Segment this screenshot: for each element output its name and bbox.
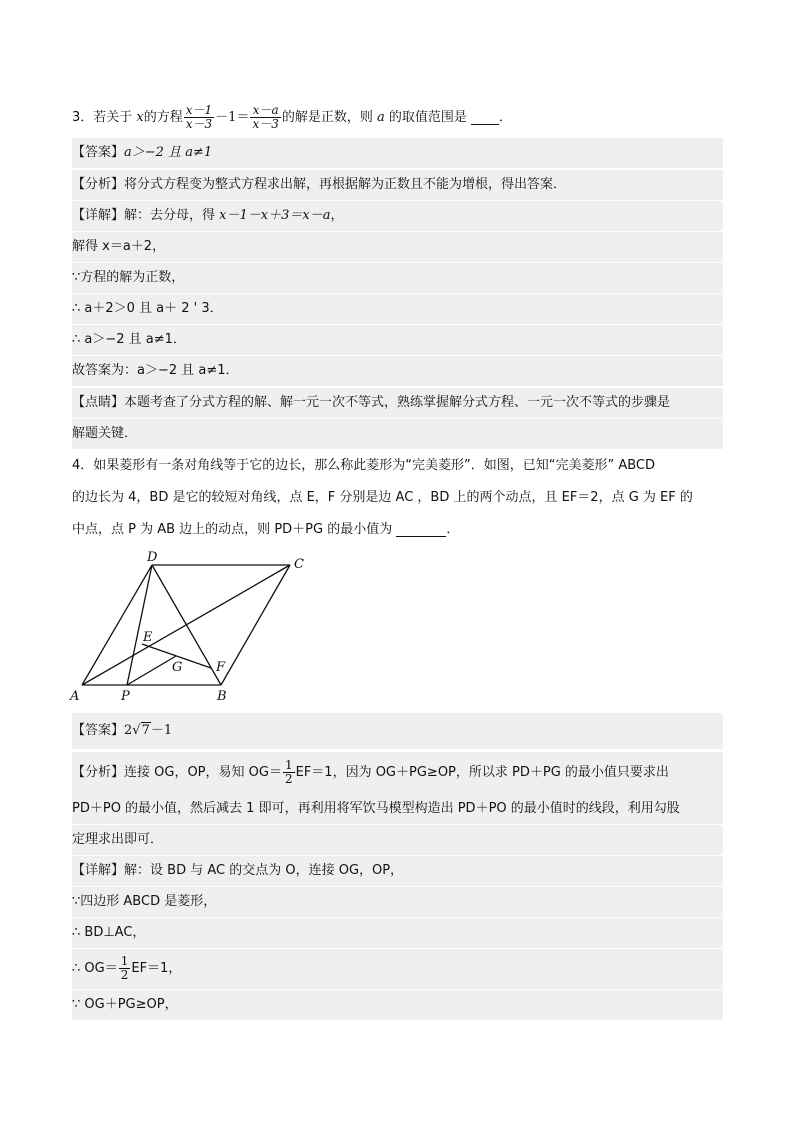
q3-comment-tag: 【点睛】 bbox=[72, 395, 125, 410]
q4-answer-row bbox=[72, 713, 723, 749]
q3-answer-blank bbox=[471, 110, 499, 125]
q3-analysis-tag: 【分析】 bbox=[72, 177, 125, 192]
q3-step-4 bbox=[72, 325, 723, 355]
q4-analysis-text-b: EF＝1，因为 OG＋PG≥OP，所以求 PD＋PG 的最小值只要求出 bbox=[295, 765, 669, 780]
q4-detail-half-fraction bbox=[119, 955, 131, 982]
rhombus-figure bbox=[60, 548, 320, 708]
label-f: F bbox=[216, 660, 226, 675]
label-g: G bbox=[172, 660, 183, 675]
q4-analysis-row-3 bbox=[72, 825, 723, 855]
q4-detail-row-3 bbox=[72, 918, 723, 948]
q4-detail-row bbox=[72, 856, 723, 886]
label-p: P bbox=[121, 689, 130, 704]
q4-half-denominator: 2 bbox=[284, 772, 293, 786]
q3-comment-row bbox=[72, 388, 723, 418]
label-b: B bbox=[217, 689, 227, 704]
q3-answer-row bbox=[72, 138, 723, 168]
q4-stem-line-2 bbox=[72, 483, 723, 513]
q4-answer-blank bbox=[396, 522, 446, 537]
side-bc bbox=[221, 565, 290, 685]
q3-fraction-1 bbox=[184, 104, 214, 131]
q4-stem-line-3 bbox=[72, 515, 723, 545]
q3-analysis: 将分式方程变为整式方程求出解，再根据解为正数且不能为增根，得出答案． bbox=[124, 177, 567, 192]
q4-detail-row-5 bbox=[72, 990, 723, 1020]
radical-sign-icon: √ bbox=[132, 723, 141, 738]
q3-answer: a＞−2 且 a≠1 bbox=[124, 145, 213, 160]
q3-detail-intro: 解：去分母，得 bbox=[124, 208, 220, 223]
q3-comment-row-2 bbox=[72, 419, 723, 449]
q4-detail-half-numerator: 1 bbox=[120, 954, 129, 968]
q4-answer-tag: 【答案】 bbox=[72, 723, 125, 738]
q4-stem-end: ． bbox=[446, 522, 460, 537]
q4-answer-coefficient: 2 bbox=[124, 723, 133, 738]
q4-detail-row-2 bbox=[72, 887, 723, 917]
q4-half-fraction bbox=[283, 759, 295, 786]
q4-half-numerator: 1 bbox=[284, 758, 293, 772]
q3-comment-1: 本题考查了分式方程的解、解一元一次不等式，熟练掌握解分式方程、一元一次不等式的步骤是 bbox=[124, 395, 671, 410]
q3-fraction-2 bbox=[250, 104, 280, 131]
q3-step-1 bbox=[72, 232, 723, 262]
q3-stem bbox=[72, 101, 723, 135]
side-da bbox=[82, 565, 152, 685]
q4-detail-1: 解：设 BD 与 AC 的交点为 O，连接 OG，OP， bbox=[124, 863, 404, 878]
q4-analysis-text-3: 定理求出即可． bbox=[72, 832, 164, 847]
q3-var-x: x bbox=[136, 110, 144, 125]
q4-detail-half-denominator: 2 bbox=[120, 968, 129, 982]
label-a: A bbox=[70, 689, 80, 704]
q4-detail-4b: EF＝1， bbox=[131, 961, 182, 976]
q3-step-5-text: 故答案为：a＞−2 且 a≠1． bbox=[72, 363, 239, 378]
segment-dp bbox=[127, 565, 152, 685]
q4-analysis-text-2: PD＋PO 的最小值，然后减去 1 即可，再利用将军饮马模型构造出 PD＋PO 的最小值时的线段，利用勾股 bbox=[72, 801, 680, 816]
q4-stem-line-1 bbox=[72, 451, 723, 481]
q3-answer-tag: 【答案】 bbox=[72, 145, 125, 160]
q4-stem-text-3: 中点，点 P 为 AB 边上的动点，则 PD＋PG 的最小值为 bbox=[72, 522, 397, 537]
label-e: E bbox=[143, 630, 153, 645]
q4-stem-text-1: 4．如果菱形有一条对角线等于它的边长，那么称此菱形为“完美菱形”．如图，已知“完美菱形” ABCD bbox=[72, 458, 656, 473]
q4-analysis-text-a: 连接 OG，OP，易知 OG＝ bbox=[124, 765, 282, 780]
q3-frac1-denominator: x－3 bbox=[185, 117, 213, 131]
q3-step-4-text: ∴ a＞−2 且 a≠1． bbox=[72, 332, 186, 347]
q4-detail-4a: ∴ OG＝ bbox=[72, 961, 118, 976]
q3-step-1-text: 解得 x＝a＋2， bbox=[72, 239, 166, 254]
q3-step-5 bbox=[72, 356, 723, 386]
q3-detail-equation: x－1－x＋3＝x－a bbox=[219, 208, 331, 223]
q3-step-2 bbox=[72, 263, 723, 293]
q3-frac1-numerator: x－1 bbox=[185, 103, 213, 117]
q4-detail-tag: 【详解】 bbox=[72, 863, 125, 878]
q3-step-2-text: ∵方程的解为正数， bbox=[72, 270, 185, 285]
q4-detail-3: ∴ BD⊥AC， bbox=[72, 925, 146, 940]
q3-stem-text-4: 的取值范围是 bbox=[384, 110, 472, 125]
q4-detail-5: ∵ OG＋PG≥OP， bbox=[72, 997, 178, 1012]
segment-pg bbox=[127, 656, 176, 685]
q4-answer-tail: －1 bbox=[150, 723, 173, 738]
q3-detail-row bbox=[72, 201, 723, 231]
q3-frac2-denominator: x－3 bbox=[252, 117, 279, 131]
label-c: C bbox=[294, 557, 304, 572]
q3-detail-end: ， bbox=[330, 208, 344, 223]
q4-stem-text-2: 的边长为 4，BD 是它的较短对角线，点 E，F 分别是边 AC ，BD 上的两个动点，且 EF＝2，点 G 为 EF 的 bbox=[72, 490, 693, 505]
q3-detail-tag: 【详解】 bbox=[72, 208, 125, 223]
q4-answer-radicand: 7 bbox=[141, 723, 150, 738]
q3-comment-2: 解题关键． bbox=[72, 426, 138, 441]
q3-stem-text-2: 的方程 bbox=[143, 110, 183, 125]
q3-step-3 bbox=[72, 294, 723, 324]
q3-frac2-numerator: x－a bbox=[252, 103, 279, 117]
q3-stem-text-3: 的解是正数，则 bbox=[281, 110, 377, 125]
q4-analysis-tag: 【分析】 bbox=[72, 765, 125, 780]
q3-step-3-text: ∴ a＋2＞0 且 a＋ 2 ' 3． bbox=[72, 301, 223, 316]
q4-analysis-row-2 bbox=[72, 794, 723, 824]
q3-stem-end: ． bbox=[499, 110, 513, 125]
q4-detail-2: ∵四边形 ABCD 是菱形， bbox=[72, 894, 217, 909]
q3-minus-one: －1＝ bbox=[215, 110, 250, 125]
diagonal-bd bbox=[152, 565, 221, 685]
q3-stem-text: 3．若关于 bbox=[72, 110, 137, 125]
q4-detail-row-4 bbox=[72, 949, 723, 989]
q3-analysis-row bbox=[72, 170, 723, 200]
label-d: D bbox=[147, 550, 158, 565]
q3-var-a: a bbox=[377, 110, 385, 125]
q4-analysis-row bbox=[72, 752, 723, 794]
